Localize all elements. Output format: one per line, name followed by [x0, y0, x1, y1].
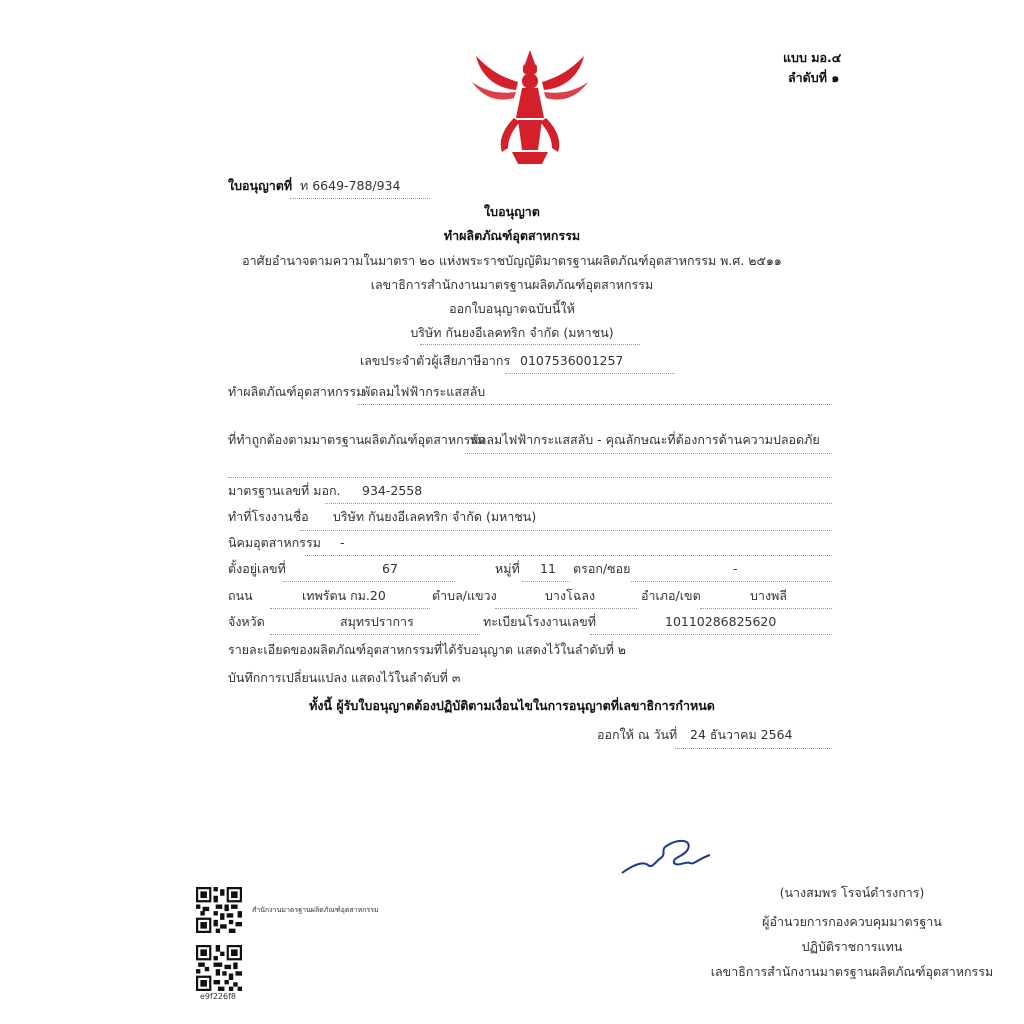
soi-label: ตรอก/ซอย — [573, 561, 631, 576]
dotted-line — [631, 581, 832, 582]
dotted-line — [270, 634, 480, 635]
address-no-label: ตั้งอยู่เลขที่ — [228, 561, 286, 576]
license-no-label: ใบอนุญาตที่ — [228, 178, 293, 193]
soi: - — [733, 561, 738, 576]
estate-label: นิคมอุตสาหกรรม — [228, 535, 321, 550]
company-name: บริษัท กันยงอีเลคทริก จำกัด (มหาชน) — [410, 325, 614, 340]
signer-office: เลขาธิการสำนักงานมาตรฐานผลิตภัณฑ์อุตสาหกรรม — [710, 964, 994, 979]
signature — [618, 835, 718, 880]
date-label: ออกให้ ณ วันที่ — [597, 727, 678, 742]
tis-number: 934-2558 — [362, 483, 423, 498]
signer-name: (นางสมพร โรจน์ดำรงการ) — [779, 885, 925, 900]
qr-code — [196, 945, 242, 991]
province-label: จังหวัด — [228, 614, 265, 629]
signer-position: ผู้อำนวยการกองควบคุมมาตรฐาน — [762, 914, 942, 929]
issue-to-text: ออกใบอนุญาตฉบับนี้ให้ — [449, 301, 575, 316]
condition-text: ทั้งนี้ ผู้รับใบอนุญาตต้องปฏิบัติตามเงื่อนไขในการอนุญาตที่เลขาธิการกำหนด — [309, 698, 715, 713]
address-no: 67 — [382, 561, 398, 576]
authority-text: อาศัยอำนาจตามความในมาตรา ๒๐ แห่งพระราชบัญญัติมาตรฐานผลิตภัณฑ์อุตสาหกรรม พ.ศ. ๒๕๑๑ — [242, 253, 782, 268]
issue-date: 24 ธันวาคม 2564 — [690, 727, 793, 742]
district-label: อำเภอ/เขต — [641, 588, 701, 603]
moo-label: หมู่ที่ — [495, 561, 520, 576]
sequence: ลำดับที่ ๑ — [788, 70, 840, 85]
form-code: แบบ มอ.๔ — [783, 50, 842, 65]
tis-label: มาตรฐานเลขที่ มอก. — [228, 483, 341, 498]
factory-label: ทำที่โรงงานชื่อ — [228, 509, 309, 524]
dotted-line — [495, 608, 637, 609]
tax-id-label: เลขประจำตัวผู้เสียภาษีอากร — [360, 353, 511, 368]
dotted-line — [357, 404, 832, 405]
province: สมุทรปราการ — [340, 614, 414, 629]
standard-title-label: ที่ทำถูกต้องตามมาตรฐานผลิตภัณฑ์อุตสาหกรรม — [228, 432, 486, 447]
qr-code-id: e9f226f8 — [200, 992, 237, 1001]
qr-code — [196, 887, 242, 933]
dotted-line — [270, 608, 430, 609]
dotted-line — [305, 555, 832, 556]
product-label: ทำผลิตภัณฑ์อุตสาหกรรม — [228, 384, 365, 399]
garuda-emblem — [468, 48, 592, 168]
dotted-line — [325, 503, 832, 504]
dotted-line — [590, 634, 832, 635]
dotted-line — [283, 581, 455, 582]
factory-reg-label: ทะเบียนโรงงานเลขที่ — [483, 614, 596, 629]
factory-name: บริษัท กันยงอีเลคทริก จำกัด (มหาชน) — [333, 509, 537, 524]
district: บางพลี — [750, 588, 787, 603]
changes-note: บันทึกการเปลี่ยนแปลง แสดงไว้ในลำดับที่ ๓ — [228, 670, 461, 685]
dotted-line — [700, 608, 832, 609]
road-label: ถนน — [228, 588, 253, 603]
dotted-line — [465, 453, 832, 454]
subdistrict: บางโฉลง — [545, 588, 596, 603]
road: เทพรัตน กม.20 — [302, 588, 386, 603]
dotted-line — [505, 373, 675, 374]
standard-title: พัดลมไฟฟ้ากระแสสลับ - คุณลักษณะที่ต้องการด้านความปลอดภัย — [470, 432, 820, 447]
dotted-line — [228, 477, 832, 478]
dotted-line — [675, 748, 832, 749]
product: พัดลมไฟฟ้ากระแสสลับ — [362, 384, 486, 399]
title-2: ทำผลิตภัณฑ์อุตสาหกรรม — [443, 228, 581, 243]
dotted-line — [420, 344, 640, 345]
issuer-text: เลขาธิการสำนักงานมาตรฐานผลิตภัณฑ์อุตสาหกรรม — [370, 277, 654, 292]
license-no: ท 6649-788/934 — [300, 178, 401, 193]
tax-id: 0107536001257 — [520, 353, 624, 368]
subdistrict-label: ตำบล/แขวง — [432, 588, 497, 603]
estate: - — [340, 535, 345, 550]
factory-reg: 10110286825620 — [665, 614, 777, 629]
dotted-line — [300, 530, 832, 531]
title-1: ใบอนุญาต — [484, 204, 540, 219]
dotted-line — [290, 198, 430, 199]
moo: 11 — [540, 561, 556, 576]
signer-acting: ปฏิบัติราชการแทน — [801, 939, 903, 954]
dotted-line — [522, 581, 570, 582]
qr-caption: สำนักงานมาตรฐานผลิตภัณฑ์อุตสาหกรรม — [252, 906, 379, 914]
details-note: รายละเอียดของผลิตภัณฑ์อุตสาหกรรมที่ได้รับอนุญาต แสดงไว้ในลำดับที่ ๒ — [228, 642, 627, 657]
